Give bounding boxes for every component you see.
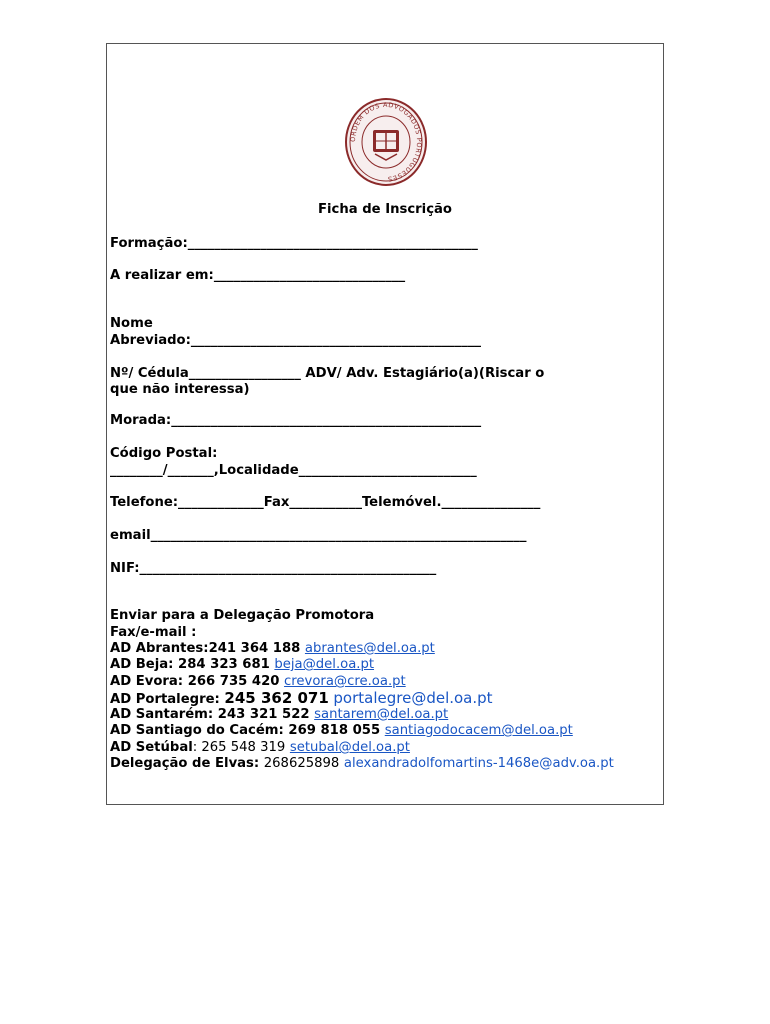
contact-label: AD Abrantes:	[110, 641, 209, 656]
morada-field[interactable]: Morada:_______________________________________________	[110, 413, 482, 428]
email-field[interactable]: email_________________________________________________________	[110, 528, 527, 543]
contact-evora	[110, 674, 406, 690]
contact-email-link[interactable]: portalegre@del.oa.pt	[333, 689, 493, 707]
postal-field[interactable]: ________/_______,Localidade___________________________	[110, 463, 477, 478]
contact-email-link[interactable]: santiagodocacem@del.oa.pt	[384, 723, 573, 738]
contact-email-link[interactable]: abrantes@del.oa.pt	[304, 641, 435, 656]
contact-label: AD Portalegre:	[110, 692, 220, 707]
contact-santiago	[110, 723, 573, 739]
nome-label: Nome	[110, 316, 153, 331]
contact-label: AD Santarém:	[110, 707, 214, 722]
contact-label: Delegação de Elvas:	[110, 756, 260, 771]
contact-phone: 269 818 055	[288, 723, 381, 738]
contact-phone: 284 323 681	[178, 657, 270, 672]
contact-label: AD Santiago do Cacém:	[110, 723, 284, 738]
contacts-subheading: Fax/e-mail :	[110, 625, 197, 640]
contact-email-link[interactable]: crevora@cre.oa.pt	[284, 674, 406, 689]
contact-phone: 268625898	[263, 756, 340, 771]
realizar-field[interactable]: A realizar em:_____________________________	[110, 268, 406, 283]
bar-association-seal-icon	[345, 98, 427, 186]
telefone-field[interactable]: Telefone:_____________Fax___________Telemóvel._______________	[110, 495, 541, 510]
postal-label: Código Postal:	[110, 446, 218, 461]
nome-abreviado-field[interactable]: Abreviado:____________________________________________	[110, 333, 482, 348]
svg-text:ORDEM DOS ADVOGADOS PORTUGUESE: ORDEM DOS ADVOGADOS PORTUGUESES	[348, 100, 424, 184]
contact-email-link[interactable]: santarem@del.oa.pt	[314, 707, 449, 722]
nif-field[interactable]: NIF:_____________________________________________	[110, 561, 437, 576]
contact-elvas	[110, 756, 614, 772]
contact-email-link[interactable]: beja@del.oa.pt	[274, 657, 375, 672]
contact-label: AD Beja:	[110, 657, 174, 672]
contact-santarem	[110, 707, 448, 723]
contact-phone: : 265 548 319	[192, 740, 286, 755]
contact-label: AD Evora:	[110, 674, 184, 689]
cedula-field[interactable]: Nº/ Cédula_________________ ADV/ Adv. Estagiário(a)(Riscar o	[110, 366, 545, 381]
contact-phone: 266 735 420	[187, 674, 280, 689]
contacts-heading: Enviar para a Delegação Promotora	[110, 608, 375, 623]
contact-phone: 245 362 071	[224, 689, 329, 707]
contact-phone: 241 364 188	[208, 641, 301, 656]
contact-abrantes	[110, 641, 435, 657]
contact-phone: 243 321 522	[217, 707, 310, 722]
contact-email-link[interactable]: alexandradolfomartins-1468e@adv.oa.pt	[343, 756, 614, 771]
contact-portalegre	[110, 690, 493, 708]
contact-beja	[110, 657, 374, 673]
contact-setubal	[110, 740, 410, 756]
formacao-field[interactable]: Formação:____________________________________________	[110, 236, 478, 251]
form-title: Ficha de Inscrição	[318, 202, 452, 217]
contact-email-link[interactable]: setubal@del.oa.pt	[289, 740, 410, 755]
cedula-note: que não interessa)	[110, 382, 250, 397]
contact-label: AD Setúbal	[110, 740, 193, 755]
